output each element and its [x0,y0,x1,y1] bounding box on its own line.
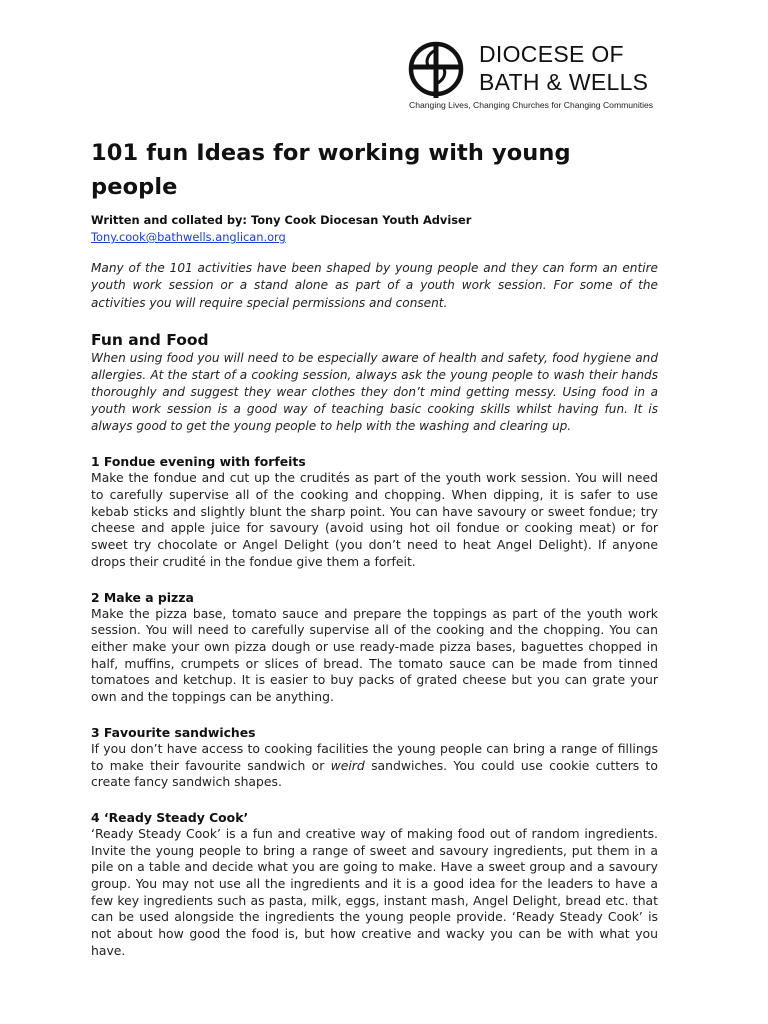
activity-description-part: If you don’t have access to cooking facilities the young people can bring a range of fillings to make their favourite sandwich or [91,740,658,773]
cross-in-circle-icon [407,40,467,100]
author-email-link[interactable]: Tony.cook@bathwells.anglican.org [91,230,286,244]
document-intro: Many of the 101 activities have been shaped by young people and they can form an entire youth work session or a stand alone as part of a youth work session. For some of the activities you will require special permissions and consent. [91,261,658,310]
activity-description: ‘Ready Steady Cook’ is a fun and creative way of making food out of random ingredients. Invite the young people to bring a range of sweet and savoury ingredients, put them in a pile on a table and decide what you are going to make. Have a sweet group and a savoury group. You may not use all the ingredients and it is a good idea for the leaders to have a few key ingredients such as pasta, milk, eggs, instant mash, Angel Delight, bread etc. that can be used alongside the ingredients the young people provide. ‘Ready Steady Cook’ is not about how good the food is, but how creative and wacky you can be with what you have. [91,825,658,958]
org-tagline: Changing Lives, Changing Churches for Changing Communities [409,100,654,110]
activity-item [91,453,658,570]
org-name-line1: DIOCESE OF [479,41,624,67]
activity-title: 2 Make a pizza [91,589,194,605]
document-body [91,136,658,960]
byline-text: Written and collated by: Tony Cook Diocesan Youth Adviser [91,213,472,227]
section-intro: When using food you will need to be especially aware of health and safety, food hygiene and allergies. At the start of a cooking session, always ask the young people to wash their hands thoroughly and suggest they wear clothes they don’t mind getting messy. Using food in a youth work session is a good way of teaching basic cooking skills whilst having fun. It is always good to get the young people to help with the washing and clearing up. [91,350,658,434]
activity-item [91,589,658,706]
activity-description-part: sandwiches. You could use cookie cutters to create fancy sandwich shapes. [91,757,658,790]
section-heading: Fun and Food [91,330,209,349]
activity-description-emphasis: weird [330,757,365,773]
activity-description: Make the fondue and cut up the crudités as part of the youth work session. You will need to carefully supervise all of the cooking and chopping. When dipping, it is safer to use kebab sticks and slightly blunt the sharp point. You can have savoury or sweet fondue; try cheese and apple juice for savoury (avoid using hot oil fondue or cooking meat) or for sweet try chocolate or Angel Delight (you don’t need to heat Angel Delight). If anyone drops their crudité in the fondue give them a forfeit. [91,470,658,569]
activity-description [91,741,658,791]
org-name [479,40,648,96]
activity-item [91,809,658,960]
activity-description: Make the pizza base, tomato sauce and prepare the toppings as part of the youth work session. You will need to carefully supervise all of the cooking and the chopping. You can either make your own pizza dough or use ready-made pizza bases, baguettes chopped in half, muffins, crumpets or slices of bread. The tomato sauce can be made from tinned tomatoes and ketchup. It is easier to buy packs of grated cheese but you can grate your own and the toppings can be anything. [91,605,658,705]
byline [91,212,658,246]
activity-title: 3 Favourite sandwiches [91,724,256,740]
document-title: 101 fun Ideas for working with young people [91,140,571,200]
org-name-line2: BATH & WELLS [479,69,649,95]
diocese-logo [407,40,669,116]
activity-item [91,724,658,791]
activity-title: 4 ‘Ready Steady Cook’ [91,809,249,825]
activity-title: 1 Fondue evening with forfeits [91,454,306,470]
